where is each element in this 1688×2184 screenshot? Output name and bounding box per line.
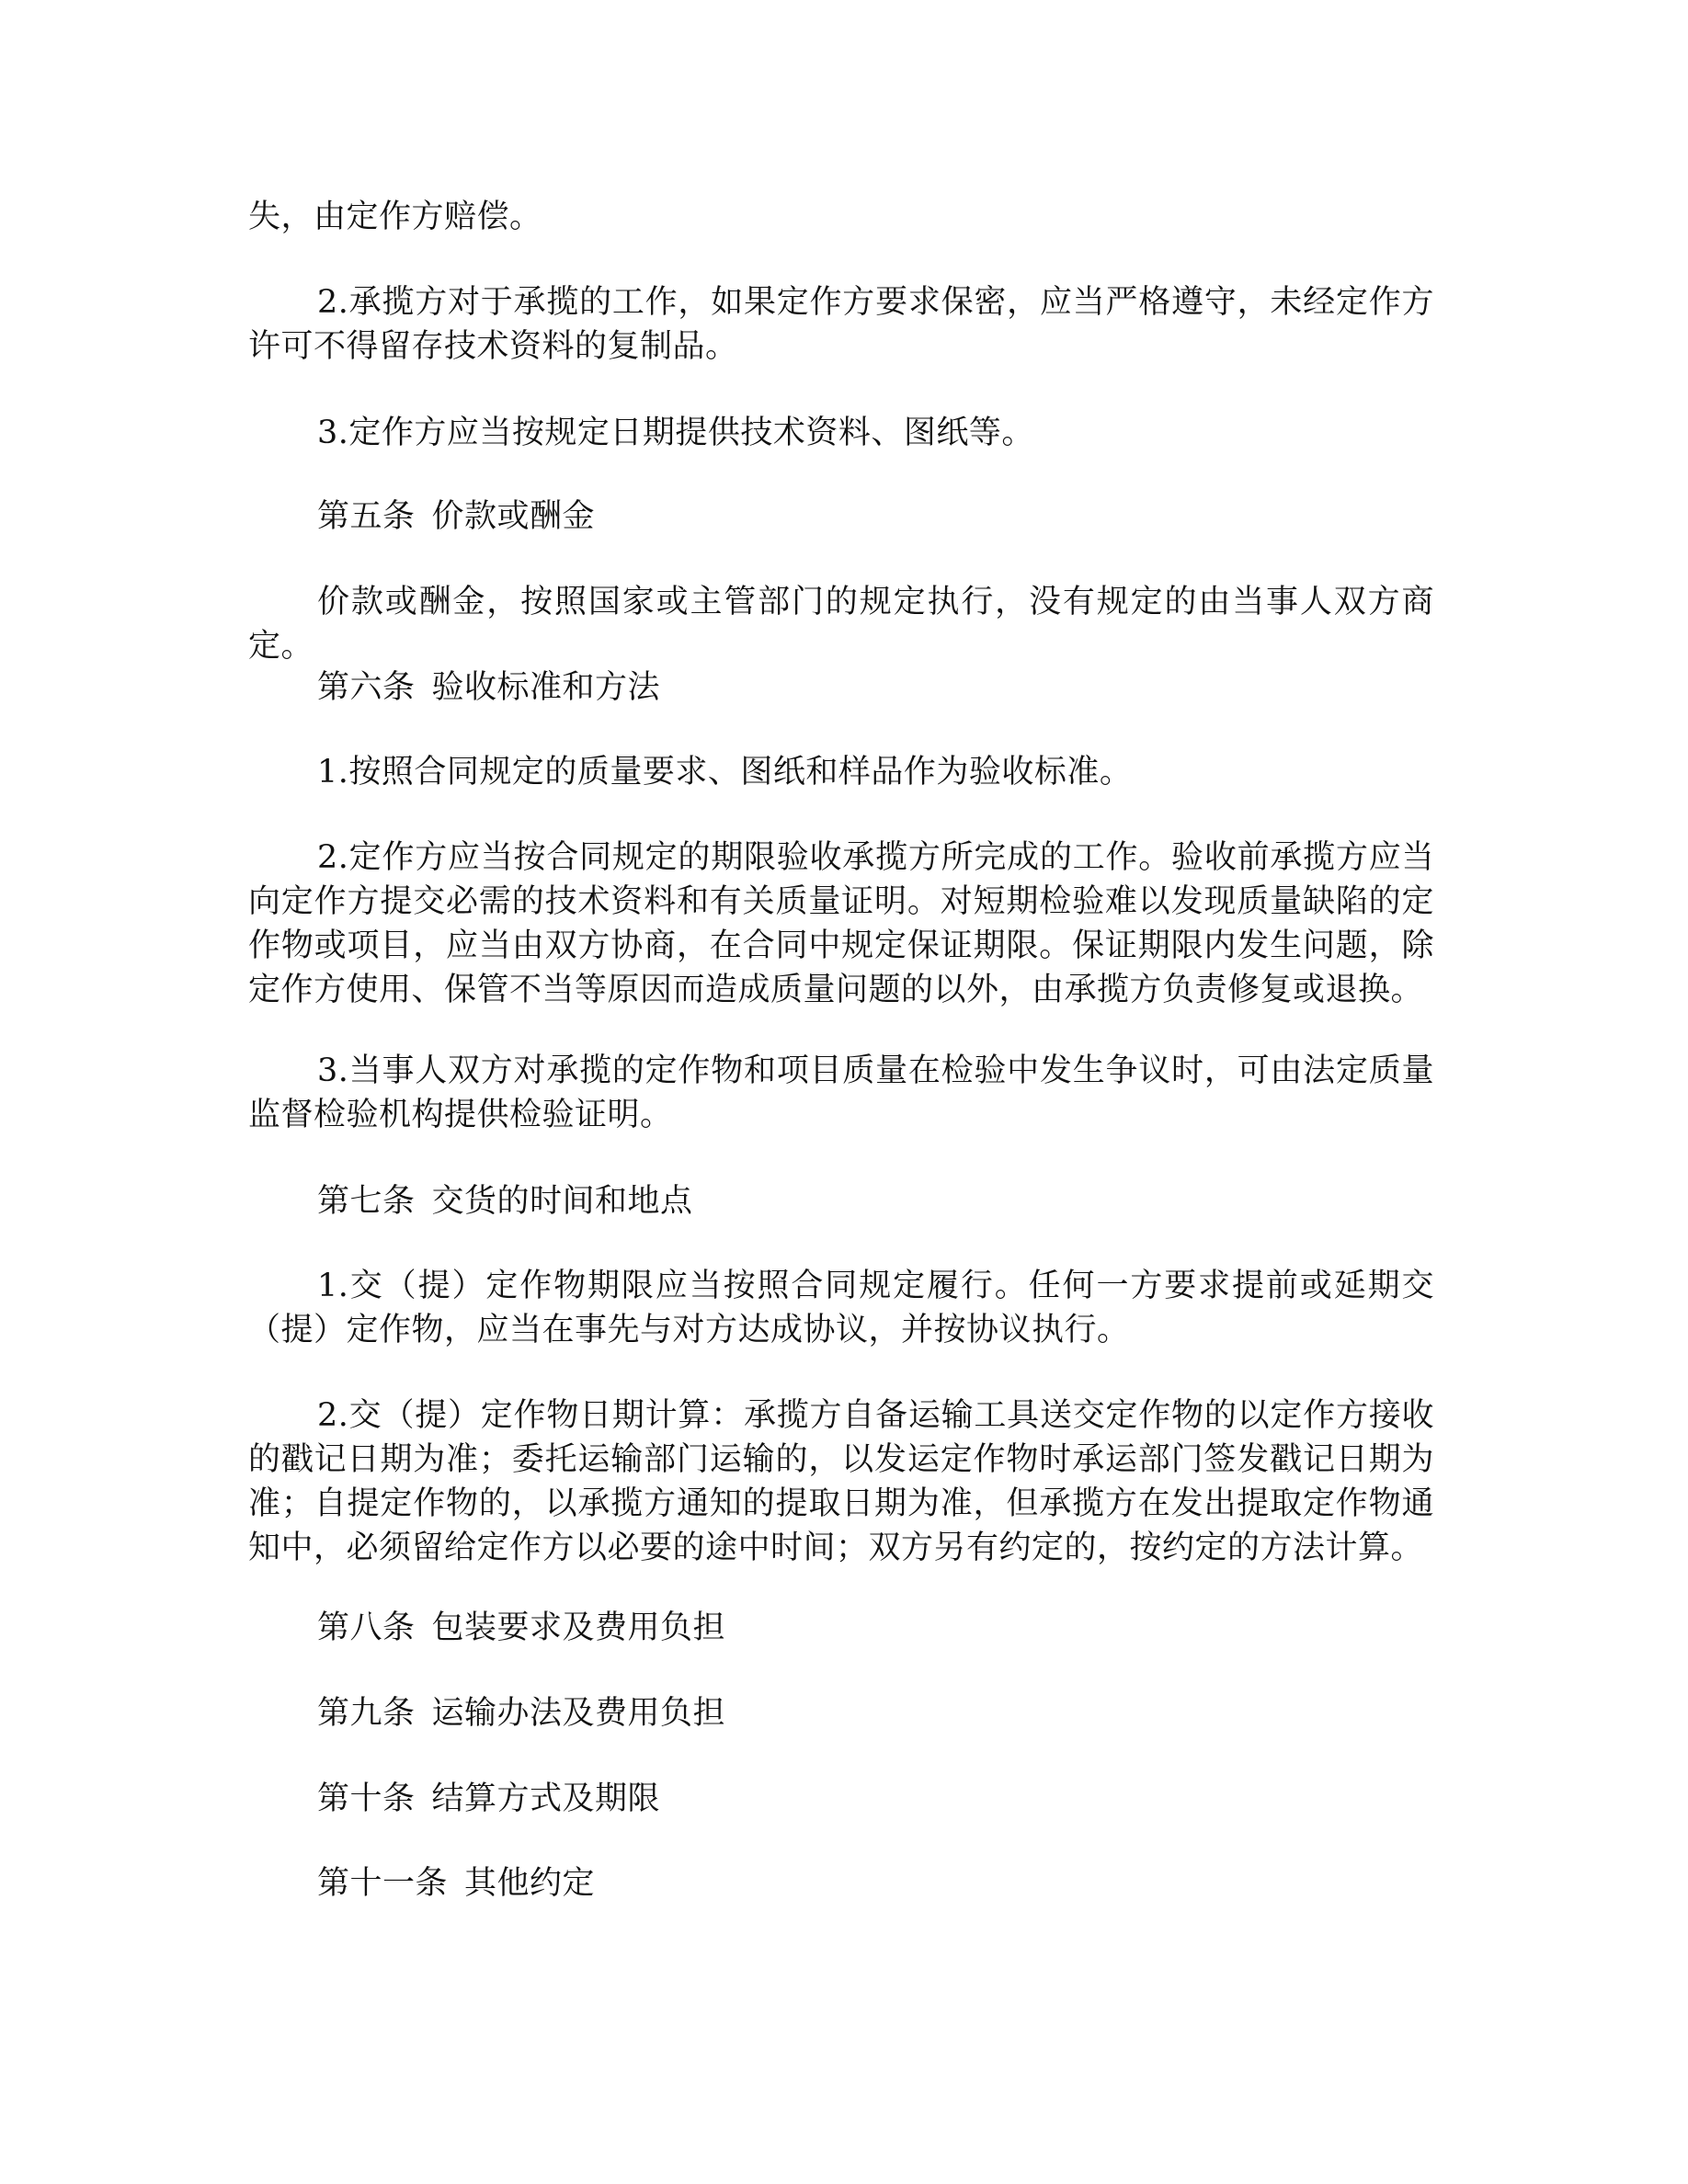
article-title: 交货的时间和地点 (431, 1183, 693, 1220)
article-number: 第十条 (317, 1780, 416, 1817)
article-9-heading (317, 1691, 725, 1735)
article-number: 第八条 (317, 1610, 416, 1646)
article-5-body: 价款或酬金，按照国家或主管部门的规定执行，没有规定的由当事人双方商定。 (248, 584, 1434, 665)
article-title: 其他约定 (464, 1865, 596, 1902)
article-6-item-1: 1.按照合同规定的质量要求、图纸和样品作为验收标准。 (317, 754, 1133, 791)
article-title: 运输办法及费用负担 (431, 1695, 726, 1732)
article-number: 第六条 (317, 669, 416, 706)
article-6-item-2: 2.定作方应当按合同规定的期限验收承揽方所完成的工作。验收前承揽方应当向定作方提交必需的技术资料和有关质量证明。对短期检验难以发现质量缺陷的定作物或项目，应当由双方协商，在合同中规定保证期限。保证期限内发生问题，除定作方使用、保管不当等原因而造成质量问题的以外，由承揽方负责修复或退换。 (248, 839, 1434, 1008)
article-number: 第七条 (317, 1183, 416, 1220)
article-number: 第十一条 (317, 1865, 449, 1902)
article-6-heading (317, 665, 660, 710)
article-4-item-3: 3.定作方应当按规定日期提供技术资料、图纸等。 (317, 415, 1034, 451)
article-title: 验收标准和方法 (431, 669, 661, 706)
article-number: 第五条 (317, 498, 416, 535)
article-10-heading (317, 1777, 660, 1821)
article-7-item-2: 2.交（提）定作物日期计算：承揽方自备运输工具送交定作物的以定作方接收的戳记日期为准；委托运输部门运输的，以发运定作物时承运部门签发戳记日期为准；自提定作物的，以承揽方通知的提取日期为准，但承揽方在发出提取定作物通知中，必须留给定作方以必要的途中时间；双方另有约定的，按约定的方法计算。 (248, 1397, 1434, 1566)
article-number: 第九条 (317, 1695, 416, 1732)
article-4-item-2: 2.承揽方对于承揽的工作，如果定作方要求保密，应当严格遵守，未经定作方许可不得留存技术资料的复制品。 (248, 284, 1434, 365)
article-6-item-3: 3.当事人双方对承揽的定作物和项目质量在检验中发生争议时，可由法定质量监督检验机构提供检验证明。 (248, 1052, 1434, 1133)
article-title: 包装要求及费用负担 (431, 1610, 726, 1646)
article-11-heading (317, 1861, 595, 1905)
article-8-heading (317, 1606, 725, 1650)
article-7-heading (317, 1179, 693, 1223)
paragraph-continuation: 失，由定作方赔偿。 (248, 199, 542, 235)
article-7-item-1: 1.交（提）定作物期限应当按照合同规定履行。任何一方要求提前或延期交（提）定作物，应当在事先与对方达成协议，并按协议执行。 (248, 1268, 1434, 1348)
article-5-heading (317, 495, 595, 539)
article-title: 结算方式及期限 (431, 1780, 661, 1817)
article-title: 价款或酬金 (431, 498, 596, 535)
